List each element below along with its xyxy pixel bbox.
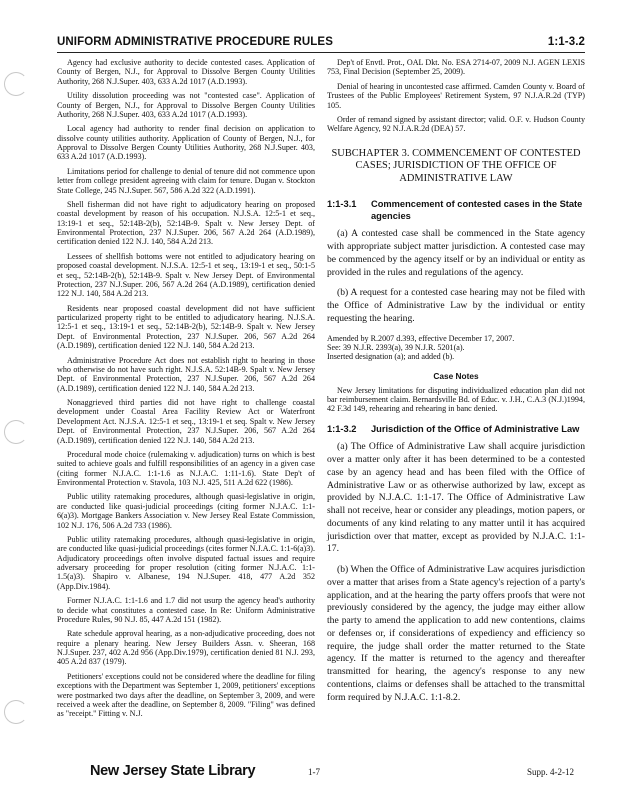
case-note: Nonaggrieved third parties did not have right to challenge coastal development under Coastal Area Facility Review Act or Waterfront Development Act. N.J.S.A. 12:5-1 et seq., 13:19-1 et seq. Spalt v. New Jersey Dept. of Environmental Protection, 237 N.J.Super. 206, 567 A.2d 264 (A.D.1989), certification denied 122 N.J. 140, 584 A.2d 213. [57,398,315,445]
section-paragraph: (b) When the Office of Administrative Law acquires jurisdiction over a matter that arises from a State agency's rejection of a party's application, and at the hearing the party offers proofs that were not previously considered by the agency, the judge may either allow the party to amend the application to add new contentions, claims or defenses or, if considerations of expediency and efficiency so require, the judge shall order the matter returned to the State agency. If the matter is returned to the agency and thereafter transmitted for hearing, the agency's response to any new contentions, claims or defenses shall be attached to the transmittal form required by N.J.A.C. 1:1-8.2. [327,564,585,703]
case-notes-title: Case Notes [433,370,479,381]
case-note: Dep't of Envtl. Prot., OAL Dkt. No. ESA 2714-07, 2009 N.J. AGEN LEXIS 753, Final Decision (September 25, 2009). [327,58,585,77]
case-note: Lessees of shellfish bottoms were not entitled to adjudicatory hearing on proposed coastal development. N.J.S.A. 12:5-1 et seq., 13:19-1 et seq., 50:1-5 et seq., 52:14B-2(b), 52:14B-9. Spalt v. New Jersey Dept. of Environmental Protection, 237 N.J.Super. 206, 567 A.2d 264 (A.D.1989), certification denied 122 N.J. 140, 584 A.2d 213. [57,251,315,299]
library-stamp: New Jersey State Library [90,763,256,779]
left-column [57,58,315,724]
case-note: Public utility ratemaking procedures, although quasi-legislative in origin, are conducted like quasi-judicial proceedings (cites former N.J.A.C. 1:1-6(a)3). Adjudicatory proceedings often involve disputed factual issues and require adversary proceeding for proper resolution (citing former N.J.A.C. 1:1-1.5(a)3). Shapiro v. Albanese, 194 N.J.Super. 418, 477 A.2d 352 (App.Div.1984). [57,534,315,591]
case-note: Utility dissolution proceeding was not "contested case". Application of County of Bergen, N.J., for Approval to Dissolve Bergen County Utilities Authority, 268 N.J.Super. 403, 633 A.2d 1017 (A.D.1993). [57,91,315,119]
case-note: Former N.J.A.C. 1:1-1.6 and 1.7 did not usurp the agency head's authority to decide what constitutes a contested case. In Re: Uniform Administrative Procedure Rules, 90 N.J. 85, 447 A.2d 151 (1982). [57,596,315,624]
punch-hole-mark [4,72,28,96]
section-title: Commencement of contested cases in the State agencies [371,199,583,221]
section-title: Jurisdiction of the Office of Administrative Law [371,423,580,434]
punch-hole-mark [4,700,28,724]
right-column [327,58,585,712]
case-note: Local agency had authority to render final decision on application to dissolve county utilities authority. Application of County of Bergen, N.J., for Approval to Dissolve Bergen County Utilities Authority, 268 N.J.Super. 403, 633 A.2d 1017 (A.D.1993). [57,124,315,162]
subchapter-line: SUBCHAPTER 3. COMMENCEMENT OF CONTESTED [331,147,581,159]
subchapter-line: ADMINISTRATIVE LAW [399,172,513,184]
supplement-date: Supp. 4-2-12 [527,767,574,777]
case-note: Order of remand signed by assistant director; valid. O.F. v. Hudson County Welfare Agency, 92 N.J.A.R.2d (DEA) 57. [327,114,585,134]
section-paragraph: (a) A contested case shall be commenced in the State agency with appropriate subject matter jurisdiction. A contested case may be commenced by the agency itself or by an individual or entity as provided in the rules and regulations of the agency. [327,228,585,278]
section-number: 1:1-3.1 [327,199,357,210]
punch-hole-mark [4,420,28,444]
amendment-detail: Inserted designation (a); and added (b). [327,352,455,362]
page-number: 1-7 [308,767,320,777]
case-note: Petitioners' exceptions could not be considered where the deadline for filing exceptions with the Department was September 1, 2009, petitioners' exceptions were postmarked two days after the deadline, on September 3, 2009, and were received a week after the deadline, on September 8, 2009. "Filing" was defined as "receipt." Fitting v. N.J. [57,671,315,719]
amendment-see: See: 39 N.J.R. 2393(a), 39 N.J.R. 5201(a). [327,342,465,352]
case-note: Residents near proposed coastal development did not have sufficient particularized property right to be entitled to adjudicatory hearing. N.J.S.A. 12:5-1 et seq., 13:19-1 et seq., 52:14B-2(b), 52:14B-9. Spalt v. New Jersey Dept. of Environmental Protection, 237 N.J.Super. 206, 567 A.2d 264 (A.D.1989), certification denied 122 N.J. 140, 584 A.2d 213. [57,303,315,351]
section-paragraph: (b) A request for a contested case hearing may not be filed with the Office of Administrative Law by the individual or entity requesting the hearing. [327,287,585,324]
section-heading [327,199,585,222]
amendment-note: Amended by R.2007 d.393, effective December 17, 2007. [327,333,515,343]
header-title: UNIFORM ADMINISTRATIVE PROCEDURE RULES [57,36,333,48]
case-note: Administrative Procedure Act does not establish right to hearing in those who otherwise do not have such right. N.J.S.A. 52:14B-9. Spalt v. New Jersey Dept. of Environmental Protection, 237 N.J.Super. 206, 567 A.2d 264 (A.D.1989), certification denied 122 N.J. 140, 584 A.2d 213. [57,355,315,393]
case-note: Limitations period for challenge to denial of tenure did not commence upon letter from college president agreeing with claim for tenure. Dugan v. Stockton State College, 245 N.J.Super. 567, 586 A.2d 322 (A.D.1991). [57,166,315,195]
case-note: New Jersey limitations for disputing individualized education plan did not bar reimbursement claim. Bernardsville Bd. of Educ. v. J.H., C.A.3 (N.J.)1994, 42 F.3d 149, rehearing and rehearing in banc denied. [327,385,585,414]
section-paragraph: (a) The Office of Administrative Law shall acquire jurisdiction over a matter only after it has been determined to be a contested case by an agency head and has been filed with the Office of Administrative Law or as otherwise authorized by law, except as provided by N.J.A.C. 1:1-17. The Office of Administrative Law shall not receive, hear or consider any pleadings, motion papers, or documents of any kind relating to any matter until it has acquired jurisdiction over that matter, except as provided by N.J.A.C. 1:1-17. [327,441,585,555]
header-rule [57,52,585,53]
subchapter-heading [327,148,585,185]
section-heading [327,424,585,436]
section-number: 1:1-3.2 [327,423,357,434]
case-note: Public utility ratemaking procedures, although quasi-legislative in origin, are conducted like quasi-judicial proceedings (citing former N.J.A.C. 1:1-6(a)3). Mortgage Bankers Association v. New Jersey Real Estate Commission, 102 N.J. 176, 506 A.2d 733 (1986). [57,492,315,530]
case-note: Agency had exclusive authority to decide contested cases. Application of County of Bergen, N.J., for Approval to Dissolve Bergen County Utilities Authority, 268 N.J.Super. 403, 633 A.2d 1017 (A.D.1993). [57,58,315,86]
case-note: Rate schedule approval hearing, as a non-adjudicative proceeding, does not require a plenary hearing. New Jersey Builders Assn. v. Sheeran, 168 N.J.Super. 237, 402 A.2d 956 (App.Div.1979), certification denied 81 N.J. 293, 405 A.2d 837 (1979). [57,629,315,667]
case-note: Denial of hearing in uncontested case affirmed. Camden County v. Board of Trustees of the Public Employees' Retirement System, 97 N.J.A.R.2d (TYP) 105. [327,81,585,110]
header-section-ref: 1:1-3.2 [547,36,585,48]
case-note: Shell fisherman did not have right to adjudicatory hearing on proposed coastal development by reason of his occupation. N.J.S.A. 12:5-1 et seq., 13:19-1 et seq., 52:14B-2(b), 52:14B-9. Spalt v. New Jersey Dept. of Environmental Protection, 237 N.J.Super. 206, 567 A.2d 264 (A.D.1989), certification denied 122 N.J. 140, 584 A.2d 213. [57,199,315,247]
case-note: Procedural mode choice (rulemaking v. adjudication) turns on which is best suited to achieve goals and fulfill responsibilities of an agency in a given case (citing former N.J.A.C. 1:1-1.6 as N.J.A.C. 1:11-1.6). State Dep't of Environmental Protection v. Stavola, 103 N.J. 425, 511 A.2d 622 (1986). [57,449,315,487]
subchapter-line: CASES; JURISDICTION OF THE OFFICE OF [355,160,557,172]
